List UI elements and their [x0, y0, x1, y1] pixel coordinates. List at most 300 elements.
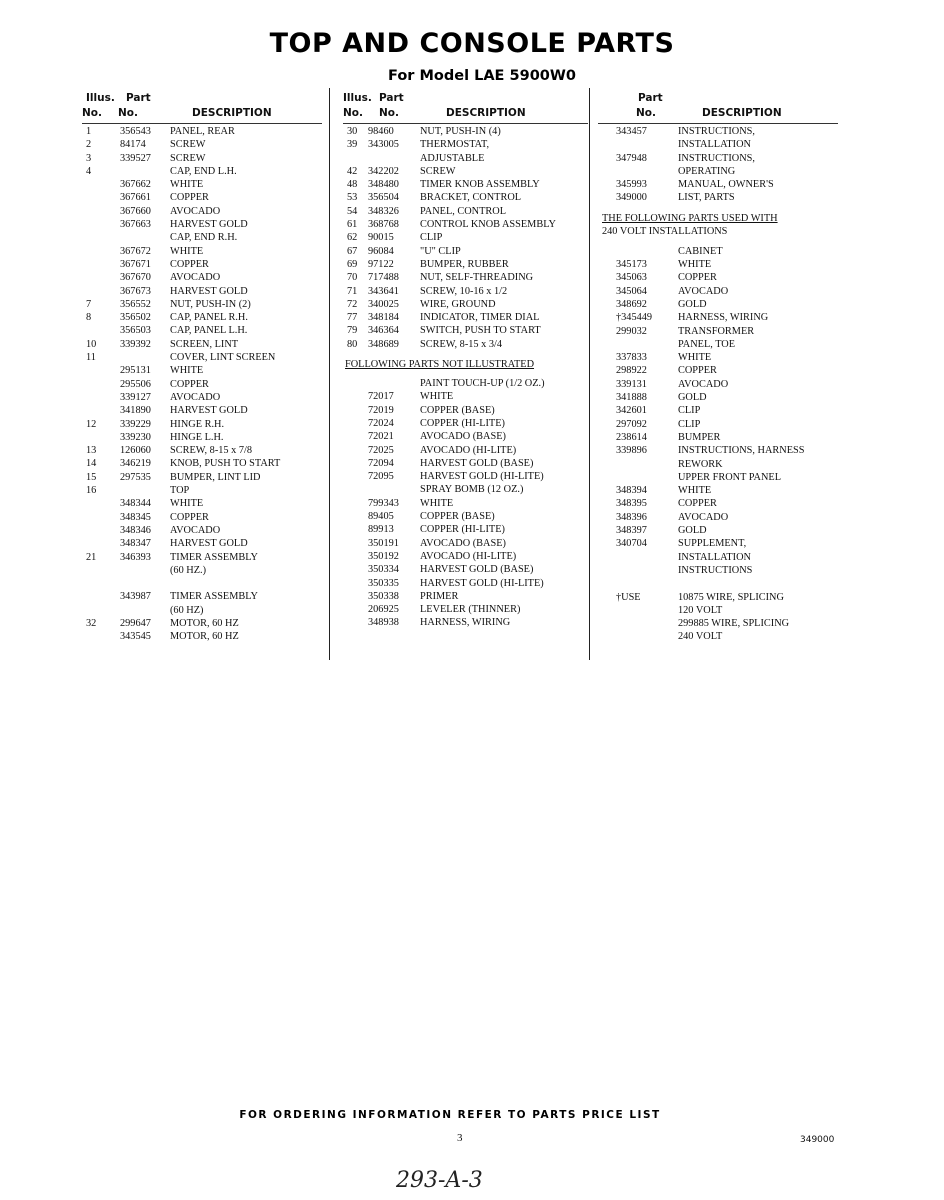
illus-number: 4 — [86, 165, 92, 177]
part-description: AVOCADO (HI-LITE) — [420, 444, 517, 456]
part-number: 342202 — [368, 165, 399, 177]
part-row — [82, 138, 322, 151]
part-description: HARVEST GOLD — [170, 405, 248, 417]
part-description: WHITE — [420, 497, 454, 509]
part-row — [598, 404, 838, 417]
part-number: 72017 — [368, 391, 394, 403]
part-description: COPPER — [170, 378, 209, 390]
part-number: 295506 — [120, 378, 151, 390]
part-description: TRANSFORMER — [678, 325, 755, 337]
part-row — [598, 551, 838, 564]
part-description: HARVEST GOLD (HI-LITE) — [420, 577, 544, 589]
part-row — [82, 484, 322, 497]
part-row — [343, 178, 588, 191]
part-row — [598, 351, 838, 364]
part-row — [598, 604, 838, 617]
part-row — [82, 364, 322, 377]
part-row — [343, 205, 588, 218]
part-description: (60 HZ.) — [170, 564, 207, 576]
part-row — [598, 298, 838, 311]
part-row — [598, 271, 838, 284]
part-description: GOLD — [678, 392, 707, 404]
part-description: AVOCADO (HI-LITE) — [420, 550, 517, 562]
part-description: COPPER (HI-LITE) — [420, 524, 505, 536]
part-number: 348396 — [616, 511, 647, 523]
part-number: 348480 — [368, 179, 399, 191]
part-number: 89405 — [368, 511, 394, 523]
parts-column-1 — [82, 92, 322, 644]
part-row — [82, 471, 322, 484]
part-description: HARVEST GOLD (BASE) — [420, 457, 534, 469]
model-subtitle: For Model LAE 5900W0 — [388, 68, 576, 84]
handwritten-note: 293-A-3 — [396, 1168, 483, 1193]
part-number: 97122 — [368, 258, 394, 270]
part-row — [82, 551, 322, 564]
parts-list — [82, 125, 322, 644]
illus-number: 11 — [86, 352, 96, 364]
part-description: SCREW — [420, 165, 456, 177]
illus-number: 12 — [86, 418, 97, 430]
part-row — [82, 191, 322, 204]
part-number: 126060 — [120, 445, 151, 457]
illus-number: 7 — [86, 298, 92, 310]
part-description: ADJUSTABLE — [420, 152, 485, 164]
part-row — [82, 271, 322, 284]
part-number: 343641 — [368, 285, 399, 297]
part-description: NUT, SELF-THREADING — [420, 272, 534, 284]
part-row — [343, 390, 588, 403]
part-description: SCREW — [170, 152, 206, 164]
part-row — [598, 191, 838, 204]
part-row — [343, 298, 588, 311]
part-number: 341888 — [616, 392, 647, 404]
illus-number: 48 — [347, 179, 358, 191]
part-row — [82, 378, 322, 391]
part-row — [343, 563, 588, 576]
part-row — [343, 444, 588, 457]
illus-number: 67 — [347, 245, 358, 257]
illus-number: 21 — [86, 551, 97, 563]
part-description: 299885 WIRE, SPLICING — [678, 618, 790, 630]
part-row — [82, 338, 322, 351]
part-number: 90015 — [368, 232, 394, 244]
part-row — [598, 577, 838, 590]
part-description: TIMER ASSEMBLY — [170, 591, 258, 603]
part-row — [82, 258, 322, 271]
part-row — [343, 523, 588, 536]
part-number: 349000 — [616, 192, 647, 204]
part-description: UPPER FRONT PANEL — [678, 471, 781, 483]
part-description: LEVELER (THINNER) — [420, 604, 521, 616]
part-description: PAINT TOUCH-UP (1/2 OZ.) — [420, 378, 545, 390]
part-number: 339229 — [120, 418, 151, 430]
part-description: INSTALLATION — [678, 139, 751, 151]
part-number: 348394 — [616, 485, 647, 497]
page-title: TOP AND CONSOLE PARTS — [269, 28, 675, 59]
part-number: 346364 — [368, 325, 399, 337]
part-number: 339127 — [120, 391, 151, 403]
part-row — [343, 324, 588, 337]
part-description: INSTRUCTIONS — [678, 564, 753, 576]
part-description: WHITE — [678, 352, 712, 364]
illus-number: 10 — [86, 338, 97, 350]
part-row — [598, 431, 838, 444]
illus-number: 72 — [347, 298, 358, 310]
part-description: MOTOR, 60 HZ — [170, 617, 239, 629]
not-illustrated-note: FOLLOWING PARTS NOT ILLUSTRATED — [345, 359, 535, 371]
part-number: 367673 — [120, 285, 151, 297]
part-row — [82, 537, 322, 550]
illus-number: 32 — [86, 617, 97, 629]
part-number: 345993 — [616, 179, 647, 191]
part-number: 350335 — [368, 577, 399, 589]
document-number: 349000 — [800, 1135, 835, 1145]
part-description: CLIP — [678, 418, 701, 430]
part-number: 96084 — [368, 245, 394, 257]
part-number: 350192 — [368, 550, 399, 562]
part-description: COPPER — [170, 258, 209, 270]
part-number: 206925 — [368, 604, 399, 616]
part-description: SPRAY BOMB (12 OZ.) — [420, 484, 524, 496]
ordering-info: FOR ORDERING INFORMATION REFER TO PARTS PRICE LIST — [239, 1109, 661, 1121]
part-row — [598, 537, 838, 550]
part-description: COPPER — [170, 511, 209, 523]
part-description: "U" CLIP — [420, 245, 461, 257]
part-number: 348326 — [368, 205, 399, 217]
part-number: 348344 — [120, 498, 151, 510]
part-row — [82, 152, 322, 165]
part-row — [343, 191, 588, 204]
part-description: AVOCADO (BASE) — [420, 431, 506, 443]
part-description: CLIP — [678, 405, 701, 417]
part-row — [343, 138, 588, 151]
illus-number: 69 — [347, 258, 358, 270]
part-row — [598, 138, 838, 151]
part-number: 238614 — [616, 431, 647, 443]
part-row — [343, 125, 588, 138]
part-description: AVOCADO — [170, 272, 221, 284]
illus-number: 61 — [347, 219, 358, 231]
part-number: 367663 — [120, 219, 151, 231]
part-row — [598, 630, 838, 643]
part-description: WIRE, GROUND — [420, 298, 496, 310]
part-row — [82, 205, 322, 218]
part-row — [82, 630, 322, 643]
part-row — [343, 258, 588, 271]
part-row — [343, 152, 588, 165]
part-description: SCREW, 10-16 x 1/2 — [420, 285, 508, 297]
part-description: CAP, END L.H. — [170, 165, 237, 177]
part-description: SCREW, 8-15 x 3/4 — [420, 338, 503, 350]
part-number: 350338 — [368, 590, 399, 602]
part-description: PANEL, TOE — [678, 338, 736, 350]
part-description: TIMER ASSEMBLY — [170, 551, 258, 563]
part-description: CONTROL KNOB ASSEMBLY — [420, 219, 556, 231]
part-row — [598, 285, 838, 298]
illus-number: 54 — [347, 205, 358, 217]
part-row — [82, 391, 322, 404]
part-row — [598, 524, 838, 537]
part-number: 72025 — [368, 444, 394, 456]
part-row — [343, 483, 588, 496]
part-row — [82, 511, 322, 524]
part-number: 340704 — [616, 538, 647, 550]
part-description: HARNESS, WIRING — [678, 312, 769, 324]
part-number: 368768 — [368, 219, 399, 231]
part-row — [598, 391, 838, 404]
part-description: COPPER (HI-LITE) — [420, 417, 505, 429]
part-description: LIST, PARTS — [678, 192, 735, 204]
part-row — [598, 418, 838, 431]
part-number: 348395 — [616, 498, 647, 510]
part-description: CLIP — [420, 232, 443, 244]
part-row — [82, 564, 322, 577]
part-row — [598, 617, 838, 630]
part-number: 339527 — [120, 152, 151, 164]
part-description: AVOCADO (BASE) — [420, 537, 506, 549]
illus-number: 30 — [347, 126, 358, 137]
part-row — [82, 285, 322, 298]
column-divider — [589, 88, 590, 660]
part-row — [343, 218, 588, 231]
part-description: TOP — [170, 485, 190, 497]
part-description: HARVEST GOLD — [170, 285, 248, 297]
part-number: 367660 — [120, 205, 151, 217]
part-row — [343, 457, 588, 470]
part-row — [598, 165, 838, 178]
part-row — [343, 590, 588, 603]
part-number: 346393 — [120, 551, 151, 563]
part-description: SCREEN, LINT — [170, 338, 239, 350]
part-number: 348345 — [120, 511, 151, 523]
part-description: KNOB, PUSH TO START — [170, 458, 281, 470]
part-number: †USE — [616, 591, 641, 603]
part-number: 367662 — [120, 179, 151, 191]
illus-number: 70 — [347, 272, 358, 284]
illus-number: 80 — [347, 338, 358, 350]
part-description: AVOCADO — [678, 378, 729, 390]
illus-number: 1 — [86, 126, 92, 137]
part-description: WHITE — [170, 245, 204, 257]
part-description: COPPER (BASE) — [420, 404, 495, 416]
part-row — [343, 616, 588, 629]
part-description: WHITE — [170, 179, 204, 191]
part-description: AVOCADO — [678, 285, 729, 297]
part-description: TIMER KNOB ASSEMBLY — [420, 179, 540, 191]
part-row — [598, 325, 838, 338]
part-description: THERMOSTAT, — [420, 139, 490, 151]
part-description: BRACKET, CONTROL — [420, 192, 522, 204]
part-row — [598, 338, 838, 351]
part-description: COVER, LINT SCREEN — [170, 352, 276, 364]
part-row — [598, 591, 838, 604]
part-number: 298922 — [616, 365, 647, 377]
part-number: 348347 — [120, 538, 151, 550]
part-row — [343, 430, 588, 443]
part-row — [82, 604, 322, 617]
part-description: PANEL, REAR — [170, 126, 235, 137]
part-number: 345173 — [616, 259, 647, 271]
part-description: CABINET — [678, 245, 723, 257]
part-row — [598, 497, 838, 510]
part-number: 356502 — [120, 312, 151, 324]
illus-number: 79 — [347, 325, 358, 337]
part-description: AVOCADO — [170, 391, 221, 403]
part-description: 120 VOLT — [678, 604, 723, 616]
part-number: 347948 — [616, 152, 647, 164]
part-number: 367661 — [120, 192, 151, 204]
parts-list — [343, 377, 588, 630]
part-row — [343, 231, 588, 244]
part-number: 297092 — [616, 418, 647, 430]
illus-number: 13 — [86, 445, 97, 457]
part-row — [343, 377, 588, 390]
part-description: SWITCH, PUSH TO START — [420, 325, 541, 337]
part-number: 299647 — [120, 617, 151, 629]
part-description: NUT, PUSH-IN (4) — [420, 126, 501, 137]
part-number: 72021 — [368, 431, 394, 443]
part-row — [343, 245, 588, 258]
part-row — [82, 178, 322, 191]
part-description: BUMPER, RUBBER — [420, 258, 509, 270]
part-row — [82, 125, 322, 138]
part-number: 356504 — [368, 192, 399, 204]
illus-number: 3 — [86, 152, 92, 164]
part-description: HARVEST GOLD (BASE) — [420, 564, 534, 576]
part-number: 367670 — [120, 272, 151, 284]
part-number: 356503 — [120, 325, 151, 337]
part-row — [598, 311, 838, 324]
part-row — [82, 351, 322, 364]
part-description: NUT, PUSH-IN (2) — [170, 298, 251, 310]
part-description: MANUAL, OWNER'S — [678, 179, 774, 191]
illus-number: 16 — [86, 485, 97, 497]
part-row — [598, 364, 838, 377]
part-row — [82, 497, 322, 510]
part-number: 343987 — [120, 591, 151, 603]
part-number: 343005 — [368, 139, 399, 151]
part-row — [598, 511, 838, 524]
part-description: HARVEST GOLD (HI-LITE) — [420, 471, 544, 483]
part-row — [343, 285, 588, 298]
part-description: HINGE L.H. — [170, 431, 224, 443]
part-number: 299032 — [616, 325, 647, 337]
part-number: 799343 — [368, 497, 399, 509]
part-description: AVOCADO — [170, 205, 221, 217]
part-row — [598, 245, 838, 258]
part-number: 717488 — [368, 272, 399, 284]
part-row — [343, 404, 588, 417]
part-description: HARVEST GOLD — [170, 219, 248, 231]
illus-number: 77 — [347, 312, 358, 324]
part-row — [598, 564, 838, 577]
part-number: 345063 — [616, 272, 647, 284]
part-row — [82, 577, 322, 590]
part-row — [598, 471, 838, 484]
part-number: 346219 — [120, 458, 151, 470]
part-number: 297535 — [120, 471, 151, 483]
part-number: 339131 — [616, 378, 647, 390]
part-row — [343, 577, 588, 590]
parts-list — [343, 125, 588, 351]
part-number: 72095 — [368, 471, 394, 483]
part-description: INSTRUCTIONS, — [678, 152, 755, 164]
part-number: 345064 — [616, 285, 647, 297]
part-number: 348689 — [368, 338, 399, 350]
240-volt-note-line2: 240 VOLT INSTALLATIONS — [602, 225, 728, 237]
part-row — [598, 378, 838, 391]
part-description: GOLD — [678, 525, 707, 537]
part-description: INSTRUCTIONS, HARNESS — [678, 445, 805, 457]
part-row — [82, 404, 322, 417]
illus-number: 42 — [347, 165, 358, 177]
part-number: 337833 — [616, 352, 647, 364]
part-row — [343, 271, 588, 284]
part-number: 348346 — [120, 524, 151, 536]
part-row — [82, 617, 322, 630]
part-row — [82, 524, 322, 537]
illus-number: 62 — [347, 232, 358, 244]
part-description: 10875 WIRE, SPLICING — [678, 591, 784, 603]
part-row — [82, 590, 322, 603]
part-description: INSTALLATION — [678, 551, 751, 563]
part-number: 356552 — [120, 298, 151, 310]
part-number: 348397 — [616, 525, 647, 537]
part-description: AVOCADO — [170, 524, 221, 536]
illus-number: 39 — [347, 139, 358, 151]
illus-number: 53 — [347, 192, 358, 204]
part-row — [82, 298, 322, 311]
part-row — [82, 444, 322, 457]
column-divider — [329, 88, 330, 660]
part-row — [343, 165, 588, 178]
part-description: SUPPLEMENT, — [678, 538, 747, 550]
part-description: SCREW — [170, 139, 206, 151]
part-description: CAP, END R.H. — [170, 232, 238, 244]
column-header: Illus. Part No. No. DESCRIPTION — [82, 92, 322, 125]
240-volt-note: THE FOLLOWING PARTS USED WITH — [602, 212, 778, 224]
part-description: PANEL, CONTROL — [420, 205, 507, 217]
part-description: SCREW, 8-15 x 7/8 — [170, 445, 253, 457]
illus-number: 14 — [86, 458, 97, 470]
part-description: COPPER — [678, 272, 717, 284]
part-number: 72024 — [368, 417, 394, 429]
part-description: INSTRUCTIONS, — [678, 126, 755, 137]
part-number: 98460 — [368, 126, 394, 137]
page-number: 3 — [457, 1132, 463, 1144]
part-number: 367671 — [120, 258, 151, 270]
parts-list — [598, 245, 838, 644]
illus-number: 2 — [86, 139, 92, 151]
part-row — [343, 417, 588, 430]
part-row — [82, 431, 322, 444]
part-description: CAP, PANEL L.H. — [170, 325, 248, 337]
part-number: 72019 — [368, 404, 394, 416]
part-row — [82, 218, 322, 231]
part-description: HARVEST GOLD — [170, 538, 248, 550]
part-row — [598, 178, 838, 191]
part-number: 72094 — [368, 457, 394, 469]
parts-column-2 — [343, 92, 588, 630]
part-description: WHITE — [678, 259, 712, 271]
part-number: 350191 — [368, 537, 399, 549]
part-row — [343, 537, 588, 550]
part-number: 339896 — [616, 445, 647, 457]
part-row — [82, 231, 322, 244]
part-row — [82, 457, 322, 470]
part-number: 343545 — [120, 631, 151, 643]
part-row — [598, 125, 838, 138]
